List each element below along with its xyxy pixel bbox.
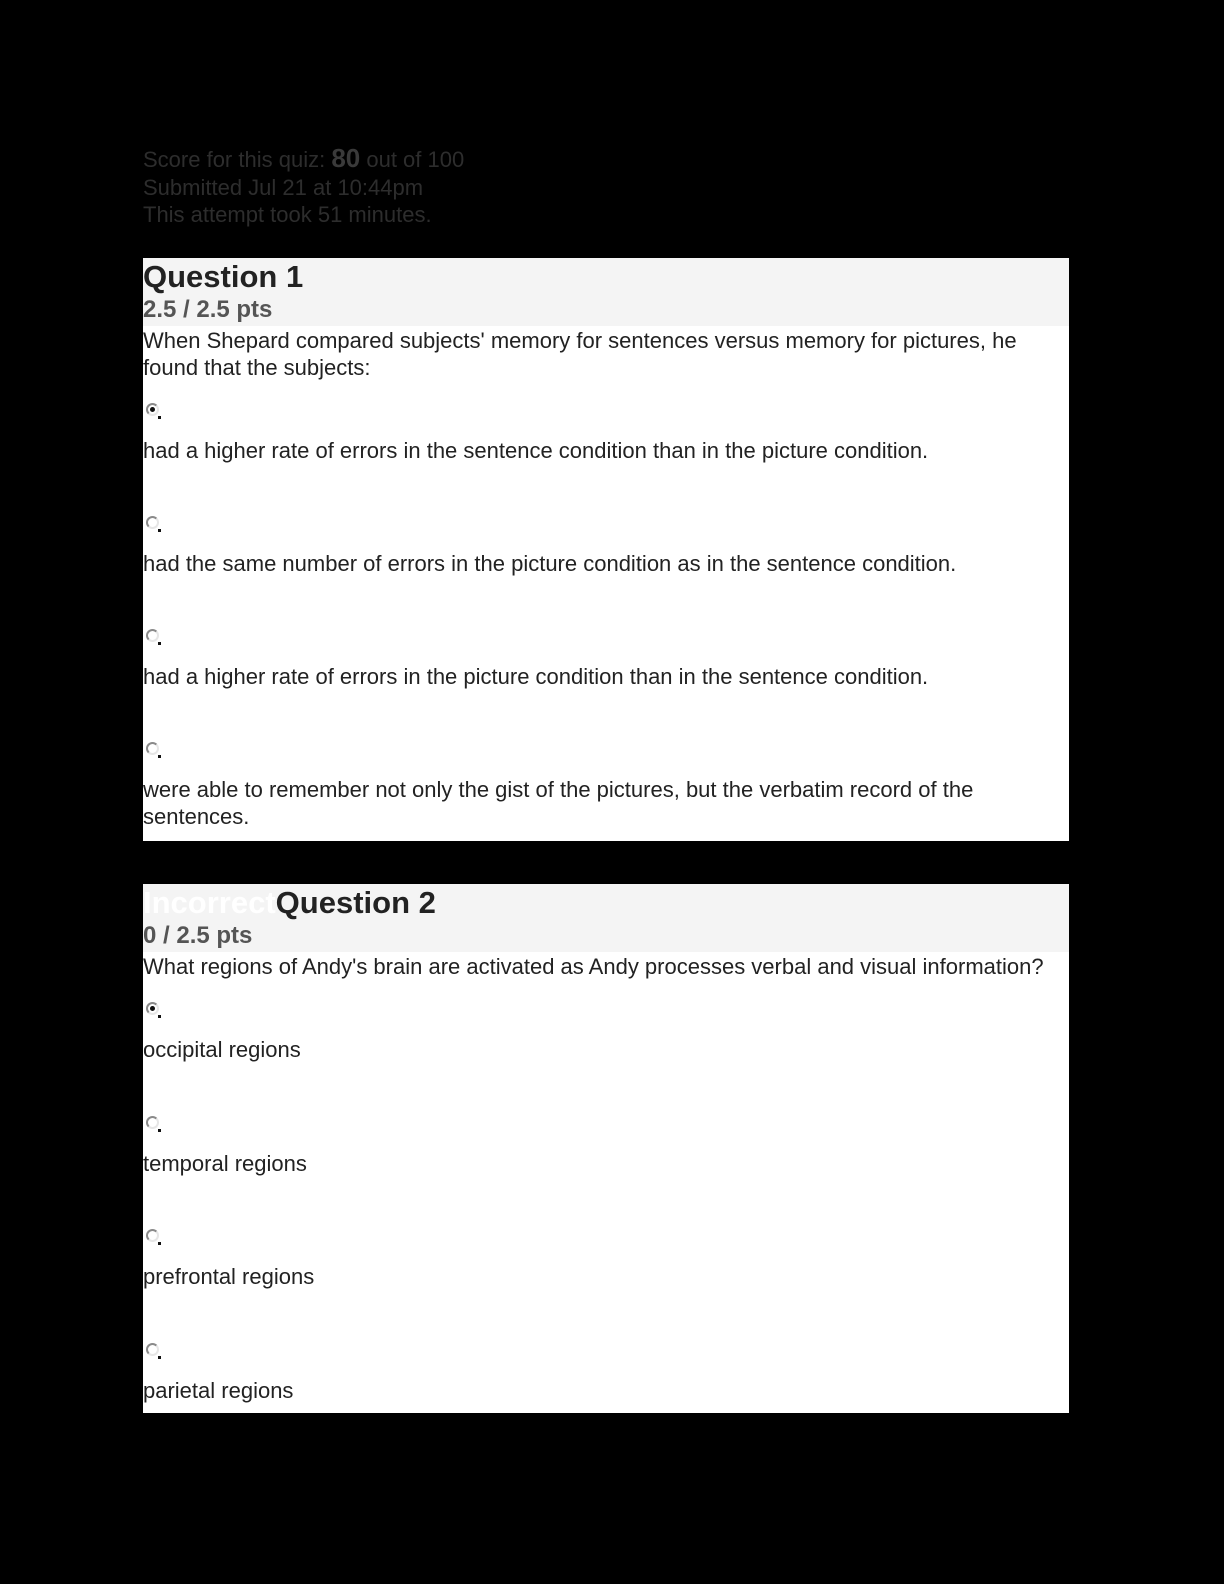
question-points: 2.5 / 2.5 pts [143, 296, 273, 323]
question-header [143, 258, 1069, 326]
question-points: 0 / 2.5 pts [143, 922, 253, 949]
score-label: Score for this quiz: [143, 147, 332, 172]
answer-label: occipital regions [143, 1037, 301, 1062]
radio-unselected-icon[interactable] [146, 742, 159, 755]
answer-option[interactable] [143, 629, 1069, 691]
radio-unselected-icon[interactable] [146, 516, 159, 529]
radio-selected-icon[interactable] [146, 403, 159, 416]
answer-label: were able to remember not only the gist of the pictures, but the verbatim record of the sentences. [143, 776, 974, 829]
question-header [143, 884, 1069, 952]
question-title [143, 885, 436, 921]
radio-unselected-icon[interactable] [146, 1116, 159, 1129]
question-text: What regions of Andy's brain are activated as Andy processes verbal and visual information? [143, 954, 1044, 979]
answer-option[interactable] [143, 742, 1069, 831]
question-2-card [143, 884, 1069, 1413]
answer-option[interactable] [143, 1229, 1069, 1291]
answer-label: had a higher rate of errors in the picture condition than in the sentence condition. [143, 664, 929, 689]
submitted-time: Submitted Jul 21 at 10:44pm [143, 174, 424, 200]
answer-label: prefrontal regions [143, 1264, 315, 1289]
answer-label: parietal regions [143, 1377, 294, 1403]
radio-selected-icon[interactable] [146, 1002, 159, 1015]
question-status: Incorrect [143, 885, 276, 920]
answer-option[interactable] [143, 403, 1069, 465]
question-1-card [143, 258, 1069, 841]
attempt-duration: This attempt took 51 minutes. [143, 202, 432, 227]
quiz-summary [143, 145, 464, 229]
question-title-text: Question 1 [143, 259, 304, 294]
question-title-text: Question 2 [275, 885, 436, 920]
answer-label: had a higher rate of errors in the sentence condition than in the picture condition. [143, 438, 929, 463]
question-title [143, 259, 303, 295]
score-line [143, 145, 464, 174]
score-total: out of 100 [360, 147, 465, 172]
answer-option[interactable] [143, 1002, 1069, 1064]
answer-option[interactable] [143, 516, 1069, 578]
radio-unselected-icon[interactable] [146, 1343, 159, 1356]
radio-unselected-icon[interactable] [146, 629, 159, 642]
radio-unselected-icon[interactable] [146, 1229, 159, 1242]
answer-label: temporal regions [143, 1150, 307, 1176]
answer-option[interactable] [143, 1116, 1069, 1178]
score-value: 80 [331, 143, 361, 173]
answer-option[interactable] [143, 1343, 1069, 1405]
answer-label: had the same number of errors in the picture condition as in the sentence condition. [143, 550, 957, 576]
question-text: When Shepard compared subjects' memory for sentences versus memory for pictures, he found that the subjects: [143, 328, 1017, 380]
